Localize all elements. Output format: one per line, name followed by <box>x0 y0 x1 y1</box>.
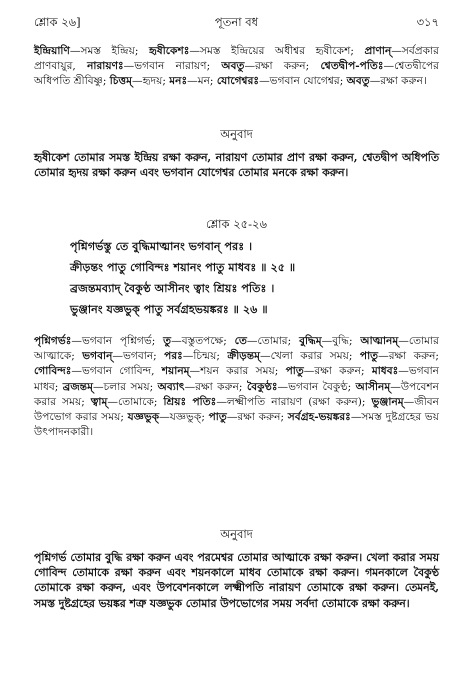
translation-2: পৃশ্নিগর্ভ তোমার বুদ্ধি রক্ষা করুন এবং পরমেশ্বর তোমার আত্মাকে রক্ষা করুন। খেলা করার সময় গোবিন্দ তোমাকে রক্ষা করুন এবং শয়নকালে মাধব তোমাকে রক্ষা করুন। গমনকালে বৈকুণ্ঠ তোমাকে রক্ষা করুন, এবং উপবেশনকালে লক্ষ্মীপতি নারায়ণ তোমাকে রক্ষা করুন। তেমনই, সমস্ত দুষ্টগ্রহের ভয়ঙ্কর শত্রু যজ্ঞভুক তোমার উপভোগের সময় সর্বদা তোমাকে রক্ষা করুন। <box>34 551 439 610</box>
sanskrit-term: বৈকুণ্ঠঃ <box>246 380 278 393</box>
page-header <box>34 14 439 32</box>
sanskrit-term: পরঃ <box>164 350 183 363</box>
sanskrit-term: যজ্ঞভুক্ <box>127 411 160 424</box>
word-meanings-1 <box>34 44 439 90</box>
sanskrit-term: অবতু <box>346 75 370 88</box>
translation-1: হৃষীকেশ তোমার সমস্ত ইন্দ্রিয় রক্ষা করুন, নারায়ণ তোমার প্রাণ রক্ষা করুন, শ্বেতদ্বীপ অধিপতি তোমার হৃদয় রক্ষা করুন এবং ভগবান যোগেশ্বর তোমার মনকে রক্ষা করুন। <box>34 151 439 180</box>
term-meaning: —হৃদয়; <box>132 75 170 88</box>
term-meaning: —লক্ষ্মীপতি নারায়ণ (রক্ষা করুন); <box>216 395 372 408</box>
verse-line: ভুঞ্জানং যজ্ঞভুক্ পাতু সর্বগ্রহভয়ঙ্করঃ ॥ ২৬ ॥ <box>70 302 268 316</box>
term-meaning: —ভগবান পৃশ্নিগর্ভ; <box>71 335 164 347</box>
term-meaning: —যজ্ঞভুক্; <box>159 411 209 424</box>
term-meaning: —সমস্ত ইন্দ্রিয়ের অধীশ্বর হৃষীকেশ; <box>189 45 365 57</box>
sanskrit-term: ব্রজন্তম্ <box>62 380 93 393</box>
sanskrit-term: বুদ্ধিম্ <box>299 335 322 347</box>
sanskrit-term: আসীনম্ <box>355 380 391 393</box>
term-meaning: —বস্তুতপক্ষে; <box>171 335 235 347</box>
translation-heading-1: অনুবাদ <box>220 127 253 141</box>
term-meaning: —চলার সময়; <box>93 380 158 393</box>
term-meaning: —রক্ষা করুন; <box>184 380 247 393</box>
sanskrit-term: শয়ানম্ <box>161 365 190 378</box>
term-meaning: —রক্ষা করুন; <box>244 60 321 73</box>
term-meaning: —ভগবান গোবিন্দ, <box>71 365 162 378</box>
term-meaning: —ভগবান মাধব; <box>34 365 439 393</box>
term-meaning: —রক্ষা করুন; <box>378 350 440 363</box>
term-meaning: —বুদ্ধি; <box>321 335 361 347</box>
header-page-number: ৩১৭ <box>416 15 439 29</box>
sanskrit-term: সর্বগ্রহ-ভয়ঙ্করঃ <box>287 411 351 424</box>
term-meaning: —শ্বেতদ্বীপের অধিপতি শ্রীবিষ্ণু; <box>34 60 439 88</box>
sanskrit-term: ভগবান্ <box>82 350 113 363</box>
sanskrit-term: ভুঞ্জানম্ <box>371 395 404 408</box>
sanskrit-term: আত্মানম্ <box>360 335 399 347</box>
term-meaning: —ভগবান বৈকুণ্ঠ; <box>277 380 356 393</box>
term-meaning: —রক্ষা করুন; <box>226 411 288 424</box>
sanskrit-term: ইন্দ্রিয়াণি <box>34 45 70 57</box>
verse-line: পৃশ্নিগর্ভস্তু তে বুদ্ধিমাত্মানং ভগবান্ পরঃ । <box>70 239 253 253</box>
sanskrit-term: অব্যাৎ <box>157 380 185 393</box>
sanskrit-term: হৃষীকেশঃ <box>149 45 190 57</box>
sanskrit-term: পাতু <box>208 411 227 424</box>
term-meaning: —ভগবান; <box>112 350 165 363</box>
term-meaning: —সর্বপ্রকার প্রাণবায়ুর, <box>34 45 439 73</box>
sanskrit-term: প্রাণান্ <box>364 45 392 57</box>
translation-heading-2: অনুবাদ <box>220 527 253 541</box>
sanskrit-term: মনঃ <box>169 75 188 88</box>
sanskrit-term: পৃশ্নিগর্ভঃ <box>34 335 72 347</box>
sanskrit-term: মাধবঃ <box>371 365 399 378</box>
sanskrit-term: তে <box>234 335 247 347</box>
header-verse-ref: শ্লোক ২৬] <box>34 15 81 29</box>
term-meaning: —ভগবান নারায়ণ; <box>123 60 222 73</box>
term-meaning: —তোমার আত্মাকে; <box>34 335 439 363</box>
sanskrit-term: পাতু <box>359 350 379 363</box>
sanskrit-term: ত্বাম্ <box>90 395 108 408</box>
term-meaning: —রক্ষা করুন। <box>369 75 427 88</box>
term-meaning: —খেলা করার সময়; <box>260 350 360 363</box>
sanskrit-term: নারায়ণঃ <box>87 60 124 73</box>
word-meanings-2 <box>34 334 439 440</box>
sanskrit-term: যোগেশ্বরঃ <box>216 75 260 88</box>
verse-line: ক্রীড়ন্তং পাতু গোবিন্দঃ শয়ানং পাতু মাধবঃ ॥ ২৫ ॥ <box>70 260 296 274</box>
term-meaning: —মন; <box>187 75 217 88</box>
sanskrit-term: গোবিন্দঃ <box>34 365 72 378</box>
term-meaning: —তোমাকে; <box>107 395 164 408</box>
term-meaning: —রক্ষা করুন; <box>303 365 372 378</box>
term-meaning: —তোমার; <box>246 335 300 347</box>
sanskrit-term: শ্রিয়ঃ পতিঃ <box>163 395 217 408</box>
term-meaning: —সমস্ত ইন্দ্রিয়; <box>69 45 149 57</box>
term-meaning: —চিন্ময়; <box>182 350 228 363</box>
sanskrit-term: শ্বেতদ্বীপ-পতিঃ <box>320 60 384 73</box>
sanskrit-term: ক্রীড়ন্তম্ <box>227 350 261 363</box>
verse-line: ব্রজন্তমব্যাদ্ বৈকুণ্ঠ আসীনং ত্বাং শ্রিয়ঃ পতিঃ । <box>70 281 275 295</box>
term-meaning: —ভগবান যোগেশ্বর; <box>259 75 347 88</box>
term-meaning: —জীবন উপভোগ করার সময়; <box>34 395 439 424</box>
sanskrit-term: চিত্তম্ <box>109 75 132 88</box>
header-chapter-title: পূতনা বধ <box>214 15 259 29</box>
term-meaning: —শয়ন করার সময়; <box>189 365 286 378</box>
sanskrit-term: পাতু <box>285 365 304 378</box>
verse-title: শ্লোক ২৫-২৬ <box>206 217 267 231</box>
sanskrit-term: তু <box>163 335 172 347</box>
term-meaning: —উপবেশন করার সময়; <box>34 380 439 408</box>
term-meaning: —সমস্ত দুষ্টগ্রহের ভয় উৎপাদনকারী। <box>34 411 440 439</box>
sanskrit-term: অবতু <box>221 60 245 73</box>
verse-text <box>70 236 439 320</box>
